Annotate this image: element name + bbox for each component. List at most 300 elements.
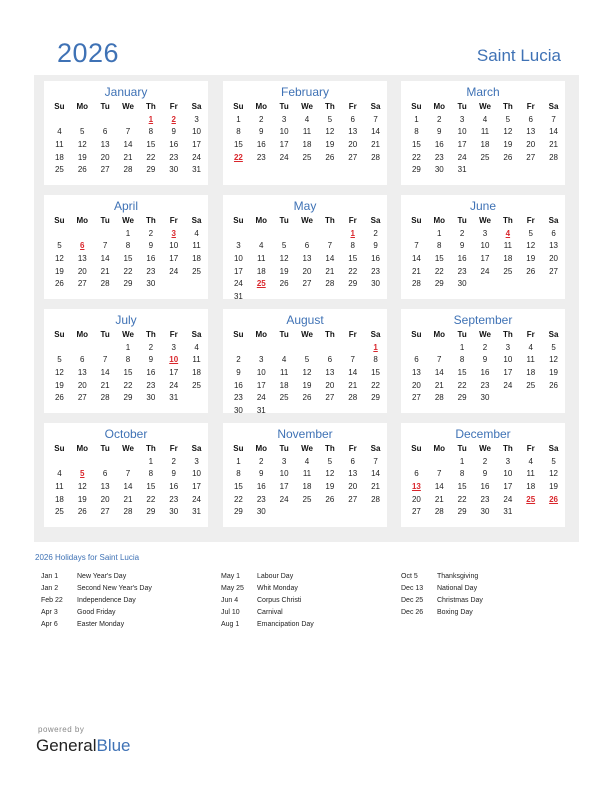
weekday-header: We	[301, 330, 313, 339]
empty-cell	[71, 115, 94, 128]
weekday-header: Fr	[348, 216, 357, 225]
day-cell: 23	[480, 494, 490, 504]
day-cell: 7	[373, 114, 378, 124]
day-cell: 11	[257, 254, 266, 264]
day-cell: 19	[54, 380, 64, 390]
day-cell: 19	[77, 152, 87, 162]
weekday-header: Mo	[433, 330, 446, 339]
day-grid	[227, 330, 387, 419]
weekday-header: Sa	[191, 444, 202, 453]
holiday-name: Corpus Christi	[257, 597, 302, 604]
holiday-column-1	[41, 573, 152, 633]
day-cell: 21	[325, 266, 335, 276]
day-cell: 21	[411, 266, 421, 276]
day-cell: 12	[302, 368, 312, 378]
holiday-date: Jan 1	[41, 573, 59, 580]
month-title: July	[115, 313, 137, 327]
day-cell: 8	[459, 355, 465, 365]
weekday-header: Fr	[169, 330, 178, 339]
day-cell: 5	[80, 127, 85, 137]
day-cell: 1	[459, 456, 465, 466]
weekday-header: Sa	[548, 330, 559, 339]
day-cell: 29	[371, 393, 381, 403]
day-cell: 20	[325, 380, 335, 390]
weekday-header: Fr	[348, 102, 357, 111]
day-cell: 5	[281, 241, 287, 251]
holiday-name: Thanksgiving	[437, 573, 479, 580]
day-cell: 30	[371, 279, 381, 289]
day-cell: 15	[434, 254, 444, 264]
day-cell: 20	[549, 254, 559, 264]
day-cell: 25	[526, 380, 536, 390]
holiday-name: Emancipation Day	[257, 621, 314, 628]
weekday-header: Th	[502, 102, 513, 111]
day-grid	[227, 444, 387, 520]
day-cell: 11	[302, 469, 312, 479]
holiday-row	[401, 573, 483, 585]
holiday-name: Labour Day	[257, 573, 294, 580]
day-cell: 21	[100, 380, 110, 390]
day-cell: 10	[279, 469, 289, 479]
day-cell: 31	[457, 165, 467, 175]
day-cell: 31	[192, 507, 202, 517]
day-cell: 21	[434, 494, 444, 504]
weekday-header: We	[301, 102, 313, 111]
month-july	[44, 309, 208, 413]
day-cell: 14	[123, 482, 133, 492]
day-cell: 29	[233, 507, 243, 517]
month-november	[223, 423, 387, 527]
day-cell: 5	[551, 456, 556, 466]
holiday-name: New Year's Day	[77, 573, 127, 580]
day-cell: 25	[54, 507, 64, 517]
day-cell: 12	[526, 241, 536, 251]
day-cell: 24	[192, 494, 202, 504]
day-cell: 2	[459, 228, 465, 238]
day-cell: 28	[371, 152, 381, 162]
day-cell: 21	[348, 380, 358, 390]
day-cell: 14	[371, 469, 381, 479]
holiday-name: Independence Day	[77, 597, 136, 604]
weekday-header: Th	[145, 216, 156, 225]
empty-cell	[318, 343, 341, 356]
day-cell: 16	[434, 140, 444, 150]
weekday-header: Su	[411, 216, 422, 225]
month-december	[401, 423, 565, 527]
holiday-date: Feb 22	[41, 597, 63, 604]
empty-cell	[273, 343, 296, 356]
weekday-header: Sa	[191, 330, 202, 339]
day-cell: 7	[437, 355, 442, 365]
day-cell: 16	[480, 368, 490, 378]
holiday-name: National Day	[437, 585, 478, 592]
day-cell: 29	[123, 279, 133, 289]
day-cell: 19	[77, 494, 87, 504]
day-cell: 7	[350, 355, 355, 365]
day-cell: 13	[77, 254, 87, 264]
day-cell: 10	[169, 241, 179, 251]
day-cell: 29	[123, 393, 133, 403]
empty-cell	[405, 229, 428, 242]
empty-cell	[94, 115, 117, 128]
empty-cell	[48, 229, 71, 242]
weekday-header: Mo	[255, 330, 268, 339]
month-march	[401, 81, 565, 185]
holiday-row	[401, 609, 483, 621]
day-cell: 13	[411, 368, 421, 378]
day-cell: 20	[411, 494, 421, 504]
day-cell: 10	[480, 241, 490, 251]
day-cell: 13	[100, 140, 110, 150]
day-cell: 20	[100, 494, 110, 504]
day-cell: 18	[192, 254, 202, 264]
empty-cell	[94, 229, 117, 242]
day-cell: 5	[304, 355, 310, 365]
holiday-day-cell: 25	[526, 494, 536, 504]
weekday-header: Sa	[191, 102, 202, 111]
year-title: 2026	[57, 38, 120, 68]
day-cell: 12	[549, 469, 559, 479]
day-cell: 7	[102, 241, 108, 251]
day-cell: 30	[480, 393, 490, 403]
day-cell: 17	[503, 482, 513, 492]
day-cell: 7	[125, 127, 131, 137]
empty-cell	[48, 115, 71, 128]
weekday-header: Su	[233, 444, 244, 453]
brand-general: General	[36, 736, 97, 755]
calendar-panel	[34, 75, 579, 542]
day-cell: 20	[348, 140, 358, 150]
month-june	[401, 195, 565, 299]
weekday-header: Sa	[370, 444, 381, 453]
day-cell: 24	[169, 380, 179, 390]
weekday-header: Mo	[76, 216, 89, 225]
day-cell: 27	[77, 279, 87, 289]
holiday-day-cell: 13	[411, 482, 421, 492]
day-cell: 10	[503, 355, 513, 365]
day-cell: 4	[259, 241, 264, 251]
month-january	[44, 81, 208, 185]
day-cell: 23	[146, 380, 156, 390]
holiday-row	[41, 621, 152, 633]
day-cell: 13	[526, 127, 536, 137]
weekday-header: Sa	[370, 330, 381, 339]
day-cell: 14	[100, 368, 110, 378]
day-cell: 23	[371, 266, 381, 276]
day-cell: 15	[123, 368, 133, 378]
day-cell: 11	[503, 241, 512, 251]
holiday-row	[41, 609, 152, 621]
empty-cell	[94, 457, 117, 470]
day-cell: 25	[54, 165, 64, 175]
weekday-header: We	[479, 444, 491, 453]
day-cell: 6	[102, 127, 108, 137]
month-title: September	[453, 313, 513, 327]
day-cell: 22	[146, 152, 156, 162]
day-cell: 26	[54, 279, 64, 289]
weekday-header: Fr	[169, 102, 178, 111]
empty-cell	[405, 343, 428, 356]
day-cell: 5	[327, 114, 333, 124]
day-cell: 11	[192, 241, 201, 251]
day-cell: 27	[411, 507, 421, 517]
weekday-header: We	[122, 330, 134, 339]
weekday-header: We	[122, 216, 134, 225]
day-cell: 7	[373, 456, 378, 466]
holiday-date: Dec 26	[401, 609, 424, 616]
day-cell: 13	[348, 127, 358, 137]
day-cell: 17	[233, 266, 243, 276]
empty-cell	[227, 229, 250, 242]
holiday-row	[221, 585, 314, 597]
month-april	[44, 195, 208, 299]
day-cell: 5	[57, 355, 62, 365]
day-cell: 13	[100, 482, 110, 492]
weekday-header: Mo	[433, 102, 446, 111]
day-cell: 28	[411, 279, 421, 289]
holiday-day-cell: 4	[505, 228, 511, 238]
empty-cell	[405, 457, 428, 470]
day-cell: 2	[148, 342, 154, 352]
weekday-header: Th	[324, 102, 335, 111]
day-grid	[405, 444, 565, 520]
day-cell: 22	[123, 380, 133, 390]
day-grid	[48, 216, 208, 292]
day-cell: 24	[233, 279, 243, 289]
day-cell: 9	[148, 355, 154, 365]
day-cell: 16	[480, 482, 490, 492]
empty-cell	[428, 343, 451, 356]
day-cell: 25	[192, 380, 202, 390]
day-cell: 27	[100, 507, 110, 517]
day-grid	[405, 102, 565, 178]
day-cell: 15	[146, 140, 156, 150]
day-cell: 9	[148, 241, 154, 251]
weekday-header: Su	[411, 330, 422, 339]
day-cell: 24	[279, 494, 289, 504]
day-cell: 24	[503, 380, 513, 390]
day-cell: 28	[100, 393, 110, 403]
day-cell: 20	[100, 152, 110, 162]
day-cell: 28	[549, 152, 559, 162]
day-cell: 5	[57, 241, 62, 251]
day-cell: 26	[54, 393, 64, 403]
day-cell: 14	[123, 140, 133, 150]
day-cell: 2	[437, 114, 442, 124]
day-cell: 23	[169, 152, 179, 162]
day-cell: 6	[350, 456, 355, 466]
month-title: August	[286, 313, 324, 327]
day-cell: 14	[434, 482, 444, 492]
holiday-date: Jun 4	[221, 597, 239, 604]
day-cell: 5	[551, 342, 556, 352]
holiday-day-cell: 6	[80, 241, 85, 251]
day-cell: 7	[327, 241, 333, 251]
day-cell: 31	[503, 507, 513, 517]
weekday-header: Tu	[100, 444, 110, 453]
day-cell: 30	[233, 406, 243, 416]
weekday-header: Th	[502, 444, 513, 453]
day-cell: 17	[169, 254, 179, 264]
day-cell: 24	[279, 152, 289, 162]
day-cell: 3	[459, 114, 465, 124]
day-cell: 30	[256, 507, 266, 517]
day-cell: 30	[169, 165, 179, 175]
day-cell: 6	[551, 228, 556, 238]
weekday-header: Su	[54, 330, 65, 339]
weekday-header: Tu	[100, 216, 110, 225]
day-cell: 28	[434, 507, 444, 517]
weekday-header: Su	[233, 102, 244, 111]
day-cell: 11	[526, 469, 535, 479]
day-cell: 30	[146, 279, 156, 289]
day-cell: 23	[169, 494, 179, 504]
day-cell: 3	[236, 241, 241, 251]
day-cell: 4	[482, 114, 488, 124]
day-cell: 17	[480, 254, 490, 264]
day-cell: 22	[457, 494, 467, 504]
weekday-header: Fr	[526, 102, 535, 111]
day-cell: 20	[77, 266, 87, 276]
day-cell: 22	[348, 266, 358, 276]
day-cell: 14	[100, 254, 110, 264]
holiday-date: Jan 2	[41, 585, 59, 592]
day-cell: 27	[348, 152, 358, 162]
day-cell: 28	[123, 507, 133, 517]
holiday-row	[221, 621, 314, 633]
day-cell: 29	[146, 165, 156, 175]
day-cell: 1	[437, 228, 442, 238]
day-cell: 3	[194, 456, 199, 466]
weekday-header: Mo	[433, 444, 446, 453]
holiday-name: Easter Monday	[77, 621, 125, 628]
day-cell: 16	[371, 254, 381, 264]
weekday-header: Su	[411, 444, 422, 453]
weekday-header: We	[479, 102, 491, 111]
day-cell: 18	[526, 482, 536, 492]
day-cell: 5	[505, 114, 511, 124]
weekday-header: Sa	[548, 444, 559, 453]
empty-cell	[71, 229, 94, 242]
day-cell: 24	[192, 152, 202, 162]
weekday-header: Fr	[169, 216, 178, 225]
day-cell: 8	[125, 241, 131, 251]
weekday-header: Sa	[191, 216, 202, 225]
holiday-date: Aug 1	[221, 621, 240, 628]
day-cell: 10	[279, 127, 289, 137]
empty-cell	[71, 343, 94, 356]
weekday-header: Tu	[100, 102, 110, 111]
day-cell: 9	[373, 241, 378, 251]
weekday-header: We	[479, 330, 491, 339]
day-cell: 12	[325, 469, 335, 479]
month-title: February	[280, 85, 330, 99]
day-cell: 9	[437, 127, 442, 137]
day-cell: 14	[434, 368, 444, 378]
holiday-name: Second New Year's Day	[77, 585, 152, 592]
weekday-header: Su	[233, 330, 244, 339]
day-cell: 26	[77, 507, 87, 517]
day-cell: 30	[434, 165, 444, 175]
day-cell: 21	[100, 266, 110, 276]
day-cell: 16	[169, 482, 179, 492]
day-cell: 8	[350, 241, 355, 251]
day-grid	[405, 330, 565, 406]
holiday-day-cell: 5	[80, 469, 85, 479]
weekday-header: Th	[502, 216, 513, 225]
day-cell: 7	[551, 114, 556, 124]
day-cell: 9	[459, 241, 465, 251]
empty-cell	[48, 457, 71, 470]
day-cell: 1	[236, 456, 241, 466]
day-cell: 9	[482, 469, 488, 479]
day-cell: 21	[549, 140, 559, 150]
day-cell: 1	[148, 456, 154, 466]
day-cell: 30	[169, 507, 179, 517]
holiday-day-cell: 25	[256, 279, 266, 289]
day-cell: 27	[411, 393, 421, 403]
day-cell: 13	[325, 368, 335, 378]
day-cell: 25	[302, 152, 312, 162]
day-cell: 2	[259, 456, 264, 466]
day-cell: 10	[233, 254, 243, 264]
day-cell: 2	[482, 456, 488, 466]
holiday-column-3	[401, 573, 483, 621]
month-title: December	[455, 427, 511, 441]
day-cell: 4	[304, 456, 310, 466]
day-cell: 12	[54, 254, 64, 264]
weekday-header: We	[479, 216, 491, 225]
day-cell: 23	[457, 266, 467, 276]
day-cell: 16	[457, 254, 467, 264]
weekday-header: Sa	[548, 102, 559, 111]
day-cell: 28	[434, 393, 444, 403]
holiday-name: Whit Monday	[257, 585, 298, 592]
day-cell: 13	[549, 241, 559, 251]
day-cell: 24	[480, 266, 490, 276]
day-cell: 27	[100, 165, 110, 175]
day-cell: 16	[256, 140, 266, 150]
day-cell: 13	[302, 254, 312, 264]
holiday-day-cell: 22	[233, 152, 243, 162]
day-cell: 6	[414, 355, 419, 365]
day-cell: 20	[411, 380, 421, 390]
day-cell: 9	[171, 127, 176, 137]
day-cell: 27	[526, 152, 536, 162]
day-cell: 16	[256, 482, 266, 492]
holiday-row	[41, 585, 152, 597]
day-cell: 8	[437, 241, 442, 251]
empty-cell	[273, 229, 296, 242]
day-cell: 11	[480, 127, 490, 137]
day-cell: 19	[54, 266, 64, 276]
day-cell: 19	[549, 482, 559, 492]
day-cell: 17	[256, 380, 266, 390]
weekday-header: Th	[145, 102, 156, 111]
generalblue-logo[interactable]	[36, 736, 131, 756]
day-grid	[227, 102, 387, 165]
day-cell: 17	[457, 140, 467, 150]
day-cell: 12	[503, 127, 513, 137]
day-cell: 12	[279, 254, 289, 264]
country-title: Saint Lucia	[476, 46, 561, 65]
day-cell: 26	[77, 165, 87, 175]
day-cell: 18	[192, 368, 202, 378]
day-cell: 10	[192, 127, 202, 137]
day-cell: 19	[549, 368, 559, 378]
holiday-row	[401, 597, 483, 609]
weekday-header: Tu	[100, 330, 110, 339]
